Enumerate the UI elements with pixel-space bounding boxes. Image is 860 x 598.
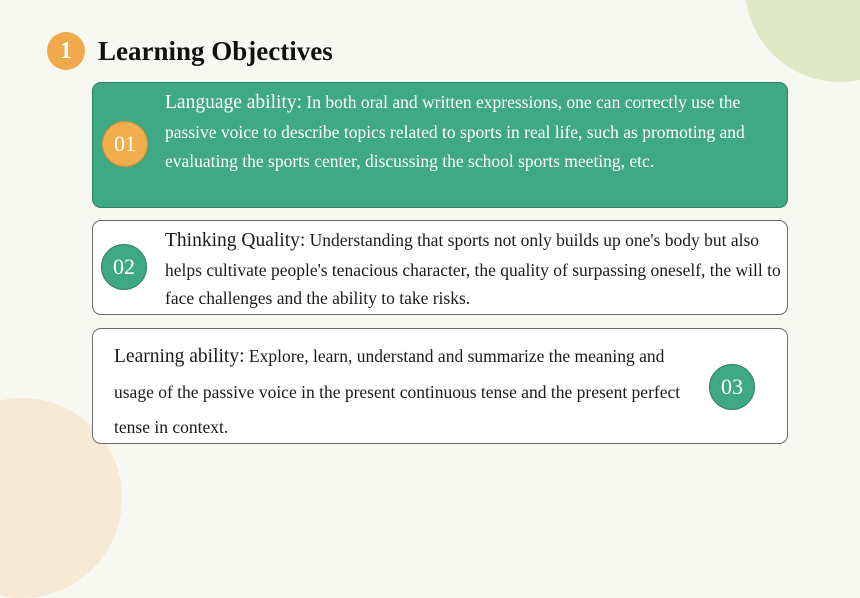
objective-number-badge: 01 [102,121,148,167]
objective-description: In both oral and written expressions, one can correctly use the passive voice to describe topics related to sports in real life, such as promoting and evaluating the sports center, discussing the school sports meeting, etc. [165,92,745,171]
objective-text-thinking [165,226,785,313]
objective-number-badge: 03 [709,364,755,410]
objective-number-badge: 02 [101,244,147,290]
objective-description: Understanding that sports not only builds up one's body but also helps cultivate people's tenacious character, the quality of surpassing oneself, the will to face challenges and the ability to take risks. [165,230,781,308]
objective-lead-label: Thinking Quality: [165,230,306,251]
objective-lead-label: Language ability: [165,92,302,113]
page-title: Learning Objectives [98,36,333,66]
objective-text-learning [114,339,704,446]
objective-text-language [165,88,785,177]
section-number-badge: 1 [47,32,85,70]
objective-description: Explore, learn, understand and summarize the meaning and usage of the passive voice in the present continuous tense and the present perfect tense in context. [114,346,681,437]
objective-lead-label: Learning ability: [114,346,245,367]
decorative-circle-top-right [745,0,860,82]
